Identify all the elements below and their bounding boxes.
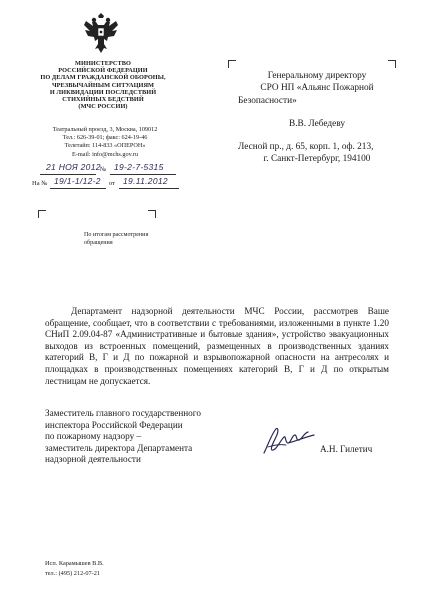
ministry-line: ПО ДЕЛАМ ГРАЖДАНСКОЙ ОБОРОНЫ, — [40, 74, 166, 82]
reference-row — [32, 178, 182, 190]
recipient-corner-right — [388, 60, 396, 68]
signer-name: А.Н. Гилетич — [320, 444, 373, 454]
position-line: надзорной деятельности — [45, 454, 141, 465]
recipient-name: В.В. Лебедеву — [289, 119, 345, 130]
ministry-line: МИНИСТЕРСТВО — [75, 60, 131, 67]
executor-phone: тел.: (495) 212-07-21 — [45, 569, 101, 577]
signature-position — [45, 408, 201, 466]
ministry-name — [40, 60, 166, 110]
executor-info — [45, 559, 104, 578]
registration-date: 21 НОЯ 2012 — [46, 162, 101, 172]
reference-number: 19/1-1/12-2 — [54, 176, 101, 186]
recipient-line: СРО НП «Альянс Пожарной — [260, 83, 374, 94]
recipient-line: Генеральному директору — [267, 71, 367, 81]
contact-teletype: Телетайп: 114-833 «ОПЕРОН» — [64, 142, 146, 150]
recipient-address-line: г. Санкт-Петербург, 194100 — [263, 154, 371, 165]
reference-label: На № — [32, 180, 48, 187]
reference-date-label: от — [109, 180, 116, 187]
ministry-line: СТИХИЙНЫХ БЕДСТВИЙ — [62, 96, 144, 104]
ministry-line: ЧРЕЗВЫЧАЙНЫМ СИТУАЦИЯМ — [51, 81, 155, 89]
handwritten-signature — [258, 423, 318, 459]
ministry-line: (МЧС РОССИИ) — [78, 103, 128, 111]
subject-corner-left — [38, 210, 46, 218]
contact-email: E-mail: info@mchs.gov.ru — [72, 150, 138, 158]
note-line: обращения — [84, 239, 113, 246]
recipient-corner-left — [228, 60, 236, 68]
position-line: инспектора Российской Федерации — [45, 419, 183, 430]
recipient-line: Безопасности» — [238, 95, 297, 106]
ministry-line: И ЛИКВИДАЦИИ ПОСЛЕДСТВИЙ — [49, 88, 157, 96]
registration-date-row — [40, 164, 180, 176]
position-line: заместитель директора Департамента — [45, 442, 193, 453]
contact-address: Театральный проезд, 3, Москва, 109012 — [52, 126, 158, 133]
reference-date: 19.11.2012 — [123, 176, 168, 186]
ministry-contacts — [40, 126, 170, 159]
note-line: По итогам рассмотрения — [84, 232, 149, 238]
recipient-block — [238, 70, 396, 165]
coat-of-arms-icon — [82, 13, 120, 55]
contact-phone: Тел.: 626-39-01; факс: 624-19-46 — [62, 134, 148, 142]
recipient-address-line: Лесной пр., д. 65, корп. 1, оф. 213, — [238, 141, 374, 152]
ministry-line: РОССИЙСКОЙ ФЕДЕРАЦИИ — [58, 67, 148, 75]
subject-note — [84, 232, 148, 248]
position-line: Заместитель главного государственного — [45, 408, 201, 418]
executor-name: Исп. Карамышев В.В. — [45, 560, 104, 567]
number-label: № — [100, 166, 107, 173]
position-line: по пожарному надзору – — [45, 431, 142, 442]
subject-corner-right — [148, 210, 156, 218]
letter-body: Департамент надзорной деятельности МЧС России, рассмотрев Ваше обращение, сообщает, что в соответствии с требованиями, изложенными в пункте 1.20 СНиП 2.09.04-87 «Административные и бытовые здания», устройство эвакуационных выходов из встроенных помещений, размещенных в производственных зданиях категорий В, Г и Д по пожарной и взрывопожарной опасности на антресолях и площадках в производственных помещениях категорий В, Г и Д по открытым лестницам не допускается. — [45, 306, 389, 386]
registration-number: 19-2-7-5315 — [114, 162, 164, 172]
